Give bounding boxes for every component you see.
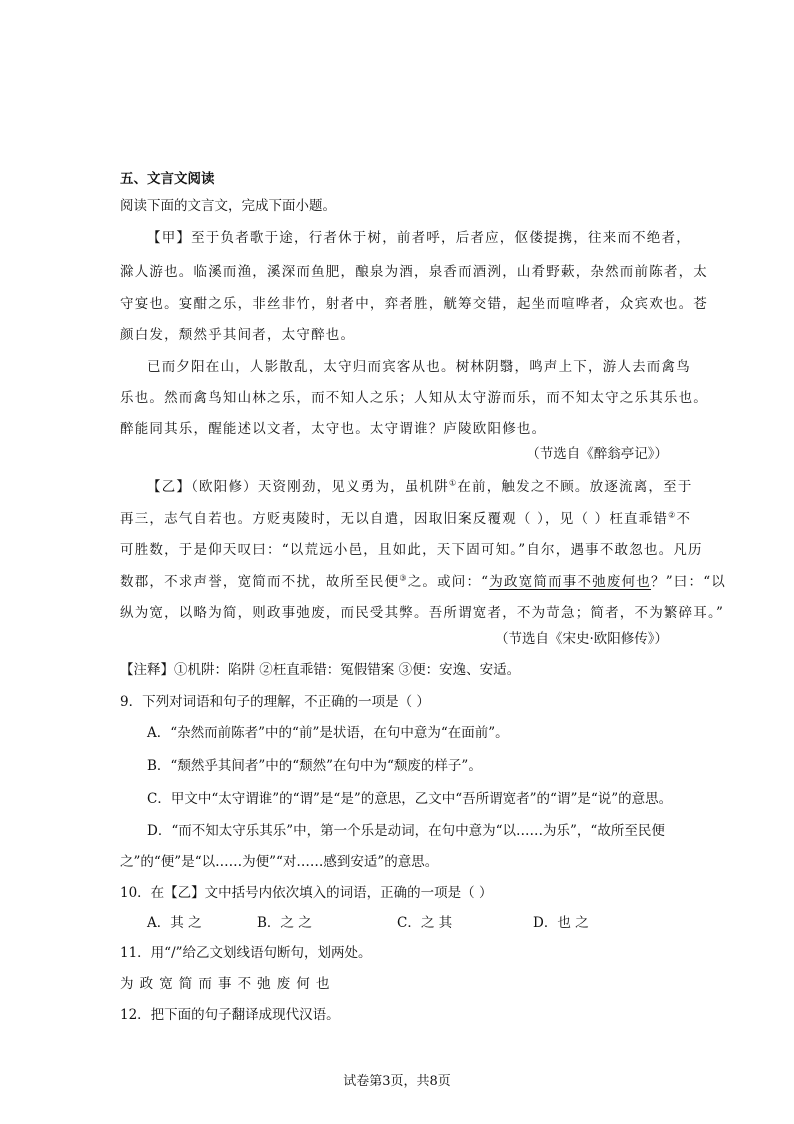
yi-line-1-text-a: 【乙】（欧阳修）天资刚劲，见义勇为，虽机阱 (147, 479, 449, 495)
q10-option-d: D．也 之 (533, 915, 589, 931)
jia-line-6: 乐也。然而禽鸟知山林之乐，而不知人之乐；人知从太守游而乐，而不知太守之乐其乐也。 (120, 390, 708, 406)
q11-char: 弛 (257, 976, 271, 992)
q11-char: 而 (198, 976, 212, 992)
jia-line-3: 守宴也。宴酣之乐，非丝非竹，射者中，弈者胜，觥筹交错，起坐而喧哗者，众宾欢也。苍 (120, 296, 708, 312)
q11-char: 何 (296, 976, 310, 992)
jia-line-4: 颜白发，颓然乎其间者，太守醉也。 (120, 327, 356, 343)
q10-option-b: B．之 之 (257, 915, 312, 931)
q11-char: 简 (178, 976, 193, 992)
section-title: 五、文言文阅读 (120, 171, 215, 187)
q11-char: 为 (120, 976, 134, 992)
jia-source: （节选自《醉翁亭记》） (526, 446, 668, 462)
yi-line-4-text-b: 之。或问：“ (407, 574, 490, 590)
yi-line-2 (120, 510, 691, 528)
q11-character-sequence (120, 975, 336, 993)
q9-option-d-line1: D．“而不知太守乐其乐”中，第一个乐是动词，在句中意为“以……为乐”，“故所至民便 (147, 823, 665, 839)
yi-source: （节选自《宋史·欧阳修传》） (494, 631, 668, 647)
q12-stem: 12．把下面的句子翻译成现代汉语。 (120, 1007, 340, 1023)
note-mark-2: ② (668, 510, 677, 520)
q9-option-b: B．“颓然乎其间者”中的“颓然”在句中为“颓废的样子”。 (147, 758, 482, 774)
q11-stem: 11．用“/”给乙文划线语句断句，划两处。 (120, 945, 372, 961)
q9-stem: 9．下列对词语和句子的理解，不正确的一项是（ ） (120, 694, 430, 710)
q11-char: 宽 (159, 976, 173, 992)
jia-line-1: 【甲】至于负者歌于途，行者休于树，前者呼，后者应，伛偻提携，往来而不绝者， (147, 230, 691, 246)
q10-stem: 10．在【乙】文中括号内依次填入的词语，正确的一项是（ ） (120, 885, 493, 901)
q9-option-a: A．“杂然而前陈者”中的“前”是状语，在句中意为“在面前”。 (147, 725, 509, 741)
jia-line-5: 已而夕阳在山，人影散乱，太守归而宾客从也。树林阴翳，鸣声上下，游人去而禽鸟 (147, 359, 691, 375)
q10-option-c: C．之 其 (397, 915, 453, 931)
q11-char: 事 (217, 976, 232, 992)
q11-char: 也 (315, 976, 330, 992)
yi-line-1 (147, 478, 693, 496)
note-mark-3: ③ (399, 573, 408, 583)
yi-line-4-text-a: 数郡，不求声誉，宽简而不扰，故所至民便 (120, 574, 400, 590)
q11-char: 废 (276, 976, 291, 992)
page-footer: 试卷第3页，共8页 (343, 1074, 451, 1089)
q9-option-d-line2: 之”的“便”是“以……为便”“对……感到安适”的意思。 (120, 854, 439, 870)
annotation-notes: 【注释】①机阱：陷阱 ②枉直乖错：冤假错案 ③便：安逸、安适。 (120, 662, 521, 678)
q10-option-a: A．其 之 (147, 915, 202, 931)
underlined-sentence: 为政宽简而事不弛废何也 (489, 574, 651, 590)
yi-line-4 (120, 573, 726, 591)
q11-char: 政 (139, 976, 154, 992)
jia-line-2: 滁人游也。临溪而渔，溪深而鱼肥，酿泉为酒，泉香而酒洌，山肴野蔌，杂然而前陈者，太 (120, 264, 708, 280)
yi-line-1-text-b: 在前，触发之不顾。放逐流离，至于 (457, 479, 693, 495)
jia-line-7: 醉能同其乐，醒能述以文者，太守也。太守谓谁？庐陵欧阳修也。 (120, 421, 547, 437)
note-mark-1: ① (448, 478, 458, 488)
yi-line-2-text-b: 不 (676, 511, 692, 527)
q11-char: 不 (237, 976, 252, 992)
q9-option-c: C．甲文中“太守谓谁”的“谓”是“是”的意思，乙文中“吾所谓宽者”的“谓”是“说”的意思。 (147, 791, 673, 807)
yi-line-4-text-c: ？”曰：“以 (651, 574, 727, 590)
yi-line-3: 可胜数，于是仰天叹曰：“以荒远小邑，且如此，天下固可知。”自尔，遇事不敢忽也。凡历 (120, 542, 703, 558)
yi-line-5: 纵为宽，以略为简，则政事弛废，而民受其弊。吾所谓宽者，不为苛急；简者，不为繁碎耳。” (120, 605, 725, 621)
yi-line-2-text-a: 再三，志气自若也。方贬夷陵时，无以自遣，因取旧案反覆观（ ），见（ ）枉直乖错 (120, 511, 669, 527)
instruction-text: 阅读下面的文言文，完成下面小题。 (120, 198, 336, 214)
